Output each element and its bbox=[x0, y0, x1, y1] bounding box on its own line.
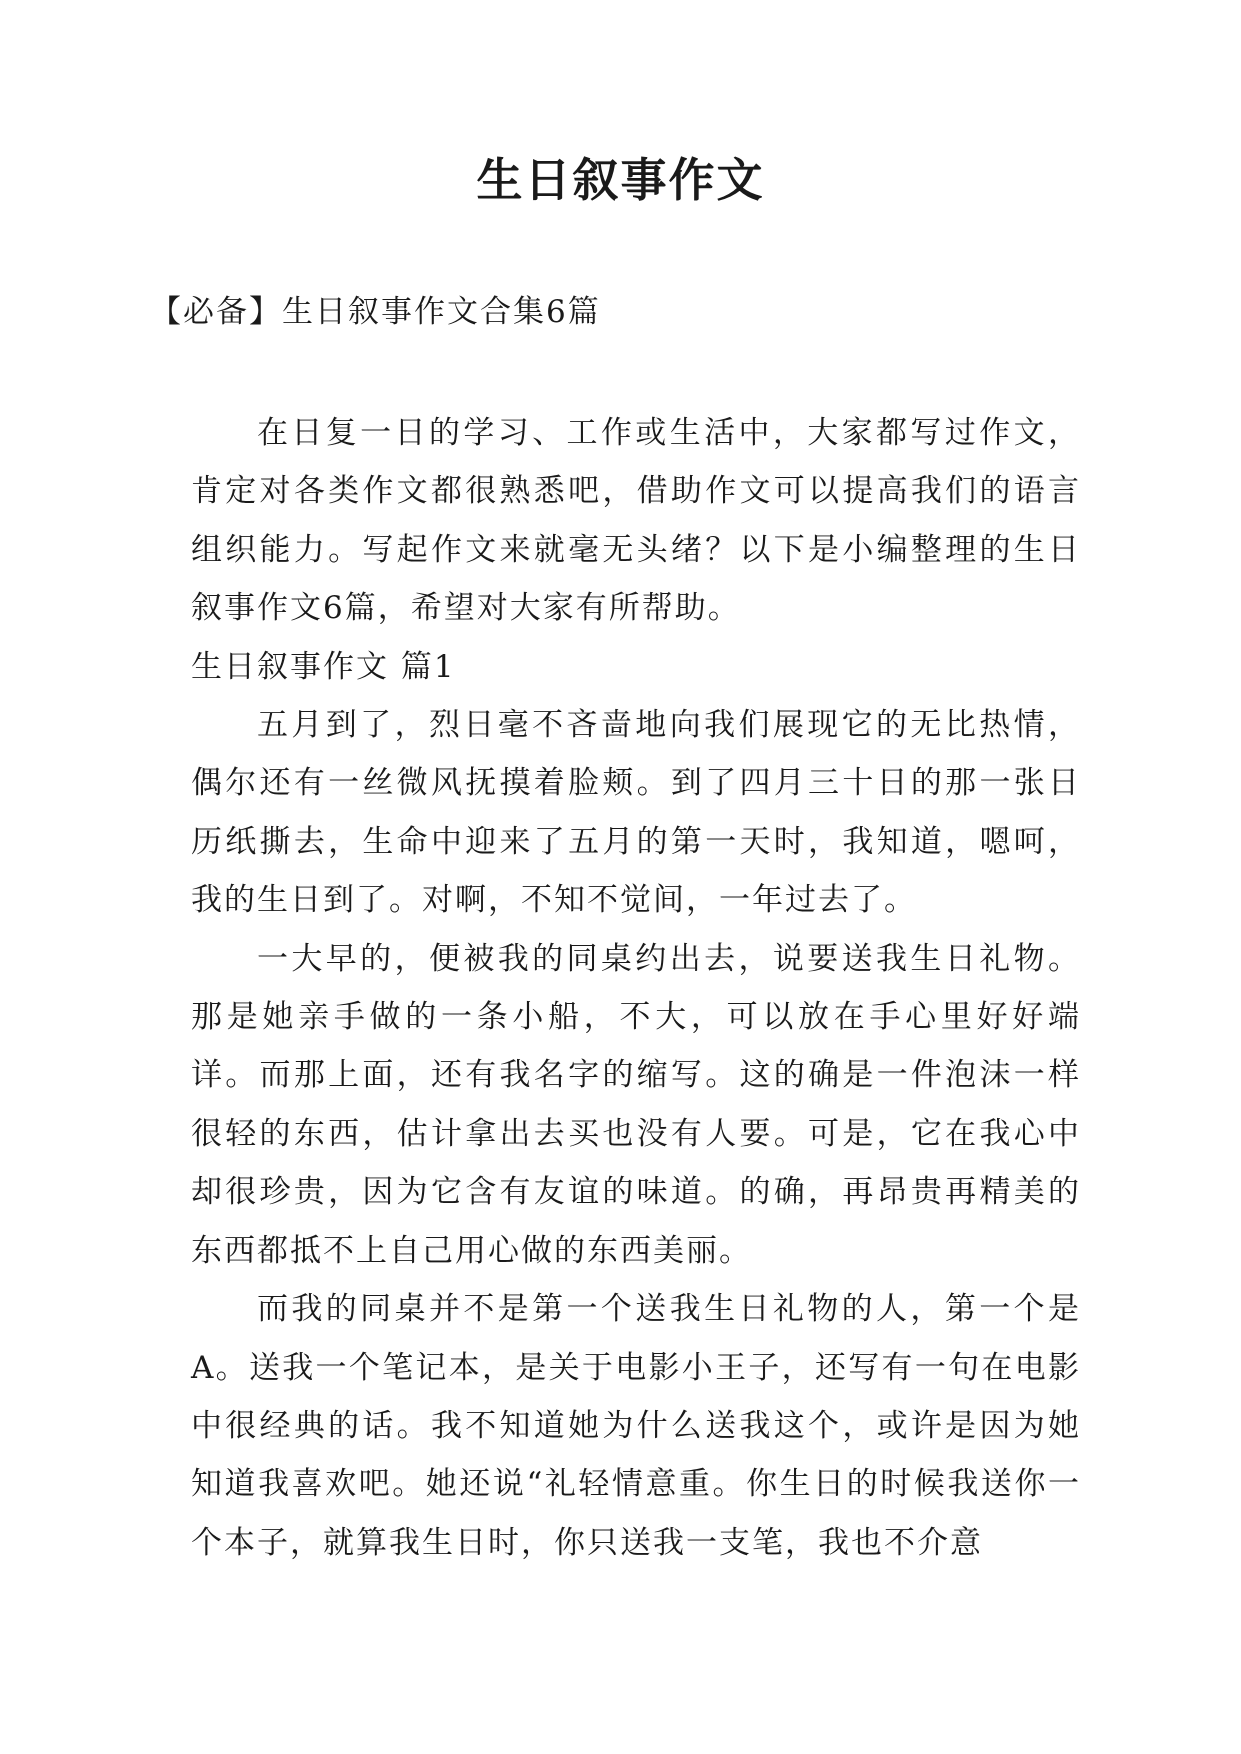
body-paragraph-2: 一大早的，便被我的同桌约出去，说要送我生日礼物。那是她亲手做的一条小船，不大，可以放在手心里好好端详。而那上面，还有我名字的缩写。这的确是一件泡沫一样很轻的东西，估计拿出去买也没有人要。可是，它在我心中却很珍贵，因为它含有友谊的味道。的确，再昂贵再精美的东西都抵不上自己用心做的东西美丽。 bbox=[191, 940, 1081, 1269]
document-subtitle: 【必备】生日叙事作文合集6篇 bbox=[150, 294, 601, 330]
section-heading: 生日叙事作文 篇1 bbox=[191, 648, 456, 685]
intro-paragraph: 在日复一日的学习、工作或生活中，大家都写过作文，肯定对各类作文都很熟悉吧，借助作文可以提高我们的语言组织能力。写起作文来就毫无头绪？以下是小编整理的生日叙事作文6篇，希望对大家有所帮助。 bbox=[191, 415, 1081, 627]
body-paragraph-1: 五月到了，烈日毫不吝啬地向我们展现它的无比热情，偶尔还有一丝微风抚摸着脸颊。到了四月三十日的那一张日历纸撕去，生命中迎来了五月的第一天时，我知道，嗯呵，我的生日到了。对啊，不知不觉间，一年过去了。 bbox=[191, 707, 1081, 919]
body-paragraph-3: 而我的同桌并不是第一个送我生日礼物的人，第一个是A。送我一个笔记本，是关于电影小王子，还写有一句在电影中很经典的话。我不知道她为什么送我这个，或许是因为她知道我喜欢吧。她还说“礼轻情意重。你生日的时候我送你一个本子，就算我生日时，你只送我一支笔，我也不介意 bbox=[191, 1291, 1081, 1561]
document-title: 生日叙事作文 bbox=[476, 153, 765, 207]
document-body bbox=[191, 404, 1081, 1572]
